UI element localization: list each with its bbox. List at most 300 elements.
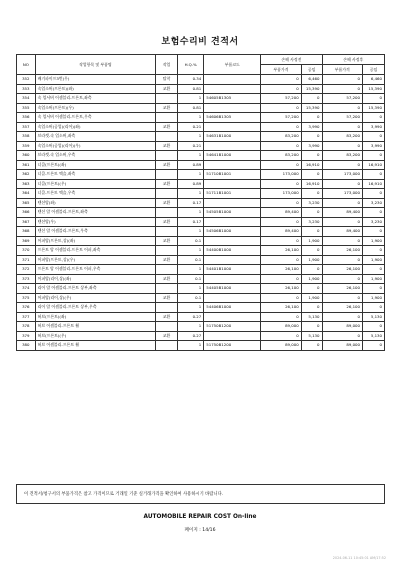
row-price-after: 57,200: [322, 94, 363, 104]
row-part-code: [204, 293, 261, 303]
row-price-after: 89,400: [322, 227, 363, 237]
row-labor-after: 0: [363, 113, 385, 123]
row-part-code: [204, 236, 261, 246]
table-row: [17, 160, 385, 170]
row-part-code: 54400B1000: [204, 246, 261, 256]
row-part-code: [204, 198, 261, 208]
table-row: [17, 274, 385, 284]
row-no: 369: [17, 236, 36, 246]
row-part-name: 속업소버(프론트)(우): [35, 103, 155, 113]
row-part-name: 텐션 암 어셈블리-프론트,좌측: [35, 208, 155, 218]
row-price-before: 26,100: [261, 265, 302, 275]
row-price-after: 173,000: [322, 189, 363, 199]
row-part-name: 어퍼암(프론트,상)(우): [35, 255, 155, 265]
row-labor-after: 0: [363, 322, 385, 332]
row-labor-before: 0: [301, 341, 322, 351]
row-part-code: 51750B1200: [204, 341, 261, 351]
row-price-before: 57,200: [261, 94, 302, 104]
row-price-after: 26,100: [322, 246, 363, 256]
row-hq: 0.89: [177, 179, 203, 189]
row-part-name: 브라켓-속 업소버,우측: [35, 151, 155, 161]
table-row: [17, 284, 385, 294]
row-hq: 1: [177, 322, 203, 332]
row-labor-before: 0: [301, 322, 322, 332]
row-hq: 0.27: [177, 312, 203, 322]
row-no: 363: [17, 179, 36, 189]
table-row: [17, 236, 385, 246]
row-labor-after: 3,990: [363, 122, 385, 132]
row-price-before: 0: [261, 331, 302, 341]
row-part-code: [204, 103, 261, 113]
row-work: 교환: [156, 293, 178, 303]
row-no: 370: [17, 246, 36, 256]
row-labor-after: 3,230: [363, 198, 385, 208]
header-labor-before: 공임: [301, 65, 322, 75]
row-part-name: 브라켓-속 업소버,좌측: [35, 132, 155, 142]
row-no: 378: [17, 322, 36, 332]
row-price-before: 26,100: [261, 303, 302, 313]
row-labor-before: 0: [301, 170, 322, 180]
row-hq: 1: [177, 132, 203, 142]
row-hq: 0.27: [177, 331, 203, 341]
row-no: 354: [17, 94, 36, 104]
row-part-code: 51710B1001: [204, 170, 261, 180]
page-title: 보험수리비 견적서: [161, 37, 239, 47]
table-row: [17, 122, 385, 132]
row-price-after: 0: [322, 331, 363, 341]
row-hq: 0.21: [177, 122, 203, 132]
row-labor-before: 0: [301, 208, 322, 218]
row-work: 교환: [156, 312, 178, 322]
row-price-after: 0: [322, 236, 363, 246]
table-row: [17, 141, 385, 151]
row-no: 352: [17, 75, 36, 85]
row-work: [156, 246, 178, 256]
row-no: 371: [17, 255, 36, 265]
row-part-code: [204, 312, 261, 322]
row-labor-before: 5,130: [301, 312, 322, 322]
row-work: [156, 265, 178, 275]
row-labor-before: 0: [301, 113, 322, 123]
row-labor-before: 1,900: [301, 255, 322, 265]
row-part-name: 속업소버(공업)(리어)(좌): [35, 122, 155, 132]
row-price-after: 26,100: [322, 284, 363, 294]
row-part-code: 51711B1001: [204, 189, 261, 199]
row-labor-after: 1,900: [363, 274, 385, 284]
row-hq: 1: [177, 94, 203, 104]
row-hq: 1: [177, 227, 203, 237]
row-part-name: 프론트 암 어셈블리-프론트 어퍼,좌측: [35, 246, 155, 256]
row-labor-before: 1,900: [301, 274, 322, 284]
row-price-after: 83,200: [322, 132, 363, 142]
row-part-code: 54641B1000: [204, 151, 261, 161]
row-work: 교환: [156, 274, 178, 284]
row-part-name: 어퍼암(리어,상)(좌): [35, 274, 155, 284]
row-no: 373: [17, 274, 36, 284]
row-no: 362: [17, 170, 36, 180]
row-work: 탈착: [156, 75, 178, 85]
table-row: [17, 312, 385, 322]
row-part-name: 텐션 암 어셈블리-프론트,우측: [35, 227, 155, 237]
table-row: [17, 132, 385, 142]
row-labor-before: 0: [301, 151, 322, 161]
row-work: 교환: [156, 255, 178, 265]
row-part-name: 허브(프론트)(우): [35, 331, 155, 341]
row-labor-after: 5,130: [363, 312, 385, 322]
row-part-code: 54606B1305: [204, 113, 261, 123]
row-labor-after: 3,990: [363, 141, 385, 151]
row-labor-before: 1,900: [301, 293, 322, 303]
row-labor-after: 0: [363, 341, 385, 351]
header-part: 작업항목 및 부품명: [35, 55, 155, 75]
row-price-before: 89,000: [261, 322, 302, 332]
row-price-after: 89,000: [322, 322, 363, 332]
header-before: 손해 사정전: [261, 55, 322, 65]
row-labor-before: 16,910: [301, 160, 322, 170]
row-labor-before: 0: [301, 189, 322, 199]
row-labor-before: 0: [301, 284, 322, 294]
row-part-code: [204, 217, 261, 227]
row-price-before: 0: [261, 75, 302, 85]
row-no: 358: [17, 132, 36, 142]
table-row: [17, 217, 385, 227]
row-price-before: 26,100: [261, 246, 302, 256]
row-work: [156, 189, 178, 199]
row-labor-before: 0: [301, 132, 322, 142]
row-work: 교환: [156, 160, 178, 170]
page-number: 페이지 : 14/16: [184, 528, 216, 533]
row-price-after: 173,000: [322, 170, 363, 180]
row-work: [156, 303, 178, 313]
row-price-after: 89,000: [322, 341, 363, 351]
row-no: 380: [17, 341, 36, 351]
row-price-before: 0: [261, 217, 302, 227]
row-labor-after: 0: [363, 94, 385, 104]
row-no: 375: [17, 293, 36, 303]
row-work: [156, 151, 178, 161]
table-row: [17, 255, 385, 265]
row-price-before: 0: [261, 274, 302, 284]
row-no: 376: [17, 303, 36, 313]
row-no: 353: [17, 84, 36, 94]
row-no: 374: [17, 284, 36, 294]
row-labor-after: 3,230: [363, 217, 385, 227]
row-hq: 1: [177, 170, 203, 180]
row-part-name: 프론트 암 어셈블리-프론트 어퍼,우측: [35, 265, 155, 275]
row-work: [156, 170, 178, 180]
row-price-before: 0: [261, 255, 302, 265]
header-after: 손해 사정후: [322, 55, 385, 65]
row-no: 361: [17, 160, 36, 170]
row-work: 교환: [156, 179, 178, 189]
row-labor-before: 3,990: [301, 141, 322, 151]
row-part-code: 54401B1000: [204, 265, 261, 275]
row-hq: 0.1: [177, 255, 203, 265]
row-work: 교환: [156, 103, 178, 113]
table-row: [17, 179, 385, 189]
row-price-after: 83,200: [322, 151, 363, 161]
row-labor-after: 15,390: [363, 84, 385, 94]
row-no: 366: [17, 208, 36, 218]
row-part-name: 너클-프론트 액슬,우측: [35, 189, 155, 199]
row-price-before: 0: [261, 293, 302, 303]
row-part-name: 어퍼암(프론트,상)(좌): [35, 236, 155, 246]
row-labor-after: 0: [363, 284, 385, 294]
row-price-before: 83,200: [261, 151, 302, 161]
row-hq: 1: [177, 265, 203, 275]
row-work: 교환: [156, 217, 178, 227]
row-labor-after: 1,900: [363, 236, 385, 246]
row-labor-after: 0: [363, 246, 385, 256]
row-hq: 0.81: [177, 103, 203, 113]
row-work: 교환: [156, 331, 178, 341]
row-no: 360: [17, 151, 36, 161]
row-labor-after: 0: [363, 208, 385, 218]
row-part-name: 너클(프론트)(우): [35, 179, 155, 189]
row-price-before: 0: [261, 236, 302, 246]
row-work: 교환: [156, 141, 178, 151]
table-row: [17, 84, 385, 94]
row-labor-before: 0: [301, 94, 322, 104]
row-labor-before: 0: [301, 227, 322, 237]
row-price-after: 0: [322, 179, 363, 189]
row-price-before: 57,200: [261, 113, 302, 123]
row-price-after: 0: [322, 122, 363, 132]
row-work: 교환: [156, 84, 178, 94]
disclaimer-note: 이 견적서/청구서의 부품가격은 참고 가격이므로 거래일 기준 실거래가격을 확인하여 사용하시기 바랍니다.: [16, 484, 385, 504]
row-labor-after: 0: [363, 132, 385, 142]
header-labor-after: 공임: [363, 65, 385, 75]
row-part-name: 텐션암(우): [35, 217, 155, 227]
row-labor-after: 5,130: [363, 331, 385, 341]
row-no: 367: [17, 217, 36, 227]
row-part-code: [204, 255, 261, 265]
row-hq: 0.89: [177, 160, 203, 170]
row-no: 356: [17, 113, 36, 123]
row-labor-before: 1,900: [301, 236, 322, 246]
row-no: 359: [17, 141, 36, 151]
table-row: [17, 208, 385, 218]
row-price-before: 0: [261, 179, 302, 189]
row-part-code: 51750B1200: [204, 322, 261, 332]
row-labor-before: 5,130: [301, 331, 322, 341]
row-price-after: 0: [322, 141, 363, 151]
table-row: [17, 198, 385, 208]
row-work: [156, 322, 178, 332]
row-price-before: 26,100: [261, 284, 302, 294]
row-price-before: 173,000: [261, 170, 302, 180]
row-price-after: 0: [322, 84, 363, 94]
row-hq: 1: [177, 189, 203, 199]
row-no: 368: [17, 227, 36, 237]
row-no: 364: [17, 189, 36, 199]
row-labor-before: 16,910: [301, 179, 322, 189]
row-price-after: 26,100: [322, 303, 363, 313]
row-part-code: 54505B1000: [204, 208, 261, 218]
row-part-name: 너클(프론트)(좌): [35, 160, 155, 170]
row-labor-after: 0: [363, 151, 385, 161]
header-code: 부품코드: [204, 55, 261, 75]
row-work: 교환: [156, 122, 178, 132]
table-row: [17, 189, 385, 199]
print-stamp: 2024-06-11 10:45:01 AM/17:52: [332, 556, 386, 560]
table-row: [17, 94, 385, 104]
row-work: [156, 208, 178, 218]
row-no: 365: [17, 198, 36, 208]
row-labor-before: 3,990: [301, 122, 322, 132]
table-row: [17, 341, 385, 351]
row-price-before: 89,400: [261, 208, 302, 218]
row-price-after: 57,200: [322, 113, 363, 123]
row-labor-after: 0: [363, 265, 385, 275]
row-part-code: 54605B1305: [204, 94, 261, 104]
row-price-after: 0: [322, 217, 363, 227]
row-labor-after: 16,910: [363, 160, 385, 170]
header-hq: H.Q.%: [177, 55, 203, 75]
row-part-code: [204, 331, 261, 341]
table-row: [17, 331, 385, 341]
row-no: 357: [17, 122, 36, 132]
row-part-name: 속 업서버 어셈블리-프론트,좌측: [35, 94, 155, 104]
row-hq: 1: [177, 246, 203, 256]
footer-title: AUTOMOBILE REPAIR COST On-line: [143, 514, 257, 520]
row-hq: 1: [177, 151, 203, 161]
row-no: 372: [17, 265, 36, 275]
row-labor-after: 1,900: [363, 255, 385, 265]
row-part-code: [204, 141, 261, 151]
row-price-after: 0: [322, 293, 363, 303]
row-work: [156, 284, 178, 294]
row-work: [156, 113, 178, 123]
row-no: 377: [17, 312, 36, 322]
row-hq: 1: [177, 303, 203, 313]
table-row: [17, 303, 385, 313]
row-price-after: 0: [322, 198, 363, 208]
row-labor-before: 3,230: [301, 198, 322, 208]
row-part-name: 리어 암 어셈블리-프론트 상부,우측: [35, 303, 155, 313]
row-price-after: 0: [322, 103, 363, 113]
row-part-code: [204, 274, 261, 284]
row-hq: 0.1: [177, 236, 203, 246]
row-labor-after: 1,900: [363, 293, 385, 303]
row-work: [156, 132, 178, 142]
table-row: [17, 75, 385, 85]
row-price-after: 0: [322, 160, 363, 170]
row-no: 355: [17, 103, 36, 113]
row-part-name: 허브 어셈블리-프론트 휠: [35, 322, 155, 332]
row-part-code: [204, 160, 261, 170]
table-row: [17, 170, 385, 180]
table-row: [17, 322, 385, 332]
row-price-before: 0: [261, 312, 302, 322]
row-labor-after: 6,460: [363, 75, 385, 85]
row-hq: 0.17: [177, 217, 203, 227]
row-labor-before: 15,390: [301, 103, 322, 113]
row-price-before: 89,000: [261, 341, 302, 351]
row-labor-after: 0: [363, 189, 385, 199]
row-price-after: 89,400: [322, 208, 363, 218]
estimate-table: [16, 54, 385, 351]
row-labor-after: 0: [363, 303, 385, 313]
row-part-name: 속업소버(프론트)(좌): [35, 84, 155, 94]
row-part-code: [204, 84, 261, 94]
row-price-before: 0: [261, 122, 302, 132]
row-price-before: 0: [261, 198, 302, 208]
row-labor-before: 0: [301, 246, 322, 256]
row-price-before: 89,400: [261, 227, 302, 237]
row-labor-after: 15,390: [363, 103, 385, 113]
row-price-after: 26,100: [322, 265, 363, 275]
table-row: [17, 103, 385, 113]
row-hq: 0.81: [177, 84, 203, 94]
table-row: [17, 246, 385, 256]
table-row: [17, 293, 385, 303]
row-hq: 0.21: [177, 141, 203, 151]
row-price-before: 0: [261, 103, 302, 113]
header-price-after: 부품가격: [322, 65, 363, 75]
row-labor-after: 0: [363, 227, 385, 237]
row-part-name: 속 업서버 어셈블리-프론트,우측: [35, 113, 155, 123]
row-hq: 1: [177, 113, 203, 123]
row-labor-before: 6,460: [301, 75, 322, 85]
row-part-code: [204, 179, 261, 189]
row-part-code: 54406B1000: [204, 303, 261, 313]
row-labor-before: 0: [301, 303, 322, 313]
row-part-code: 54405B1000: [204, 284, 261, 294]
row-price-before: 0: [261, 141, 302, 151]
row-price-before: 0: [261, 160, 302, 170]
row-part-name: 허브 어셈블리-프론트 휠: [35, 341, 155, 351]
row-labor-before: 3,230: [301, 217, 322, 227]
row-part-name: 텐션암(좌): [35, 198, 155, 208]
header-work: 작업: [156, 55, 178, 75]
row-hq: 0.17: [177, 198, 203, 208]
row-part-code: [204, 75, 261, 85]
row-price-after: 0: [322, 274, 363, 284]
row-labor-before: 15,390: [301, 84, 322, 94]
row-hq: 0.34: [177, 75, 203, 85]
row-labor-before: 0: [301, 265, 322, 275]
table-row: [17, 113, 385, 123]
row-hq: 1: [177, 341, 203, 351]
row-no: 379: [17, 331, 36, 341]
header-no: NO: [17, 55, 36, 75]
row-work: [156, 227, 178, 237]
row-part-name: 배기파이프3번(무): [35, 75, 155, 85]
table-row: [17, 151, 385, 161]
row-price-before: 83,200: [261, 132, 302, 142]
row-part-name: 어퍼암(리어,상)(우): [35, 293, 155, 303]
row-hq: 0.1: [177, 274, 203, 284]
row-part-code: 54506B1000: [204, 227, 261, 237]
row-part-name: 속업소버(공업)(리어)(우): [35, 141, 155, 151]
row-work: [156, 341, 178, 351]
header-price-before: 부품가격: [261, 65, 302, 75]
row-hq: 1: [177, 208, 203, 218]
row-price-after: 0: [322, 75, 363, 85]
row-price-before: 173,000: [261, 189, 302, 199]
table-row: [17, 265, 385, 275]
row-hq: 1: [177, 284, 203, 294]
row-labor-after: 0: [363, 170, 385, 180]
row-part-code: 54631B1000: [204, 132, 261, 142]
row-work: [156, 94, 178, 104]
row-part-name: 리어 암 어셈블리-프론트 상부,좌측: [35, 284, 155, 294]
table-row: [17, 227, 385, 237]
row-labor-after: 16,910: [363, 179, 385, 189]
row-part-code: [204, 122, 261, 132]
row-price-before: 0: [261, 84, 302, 94]
